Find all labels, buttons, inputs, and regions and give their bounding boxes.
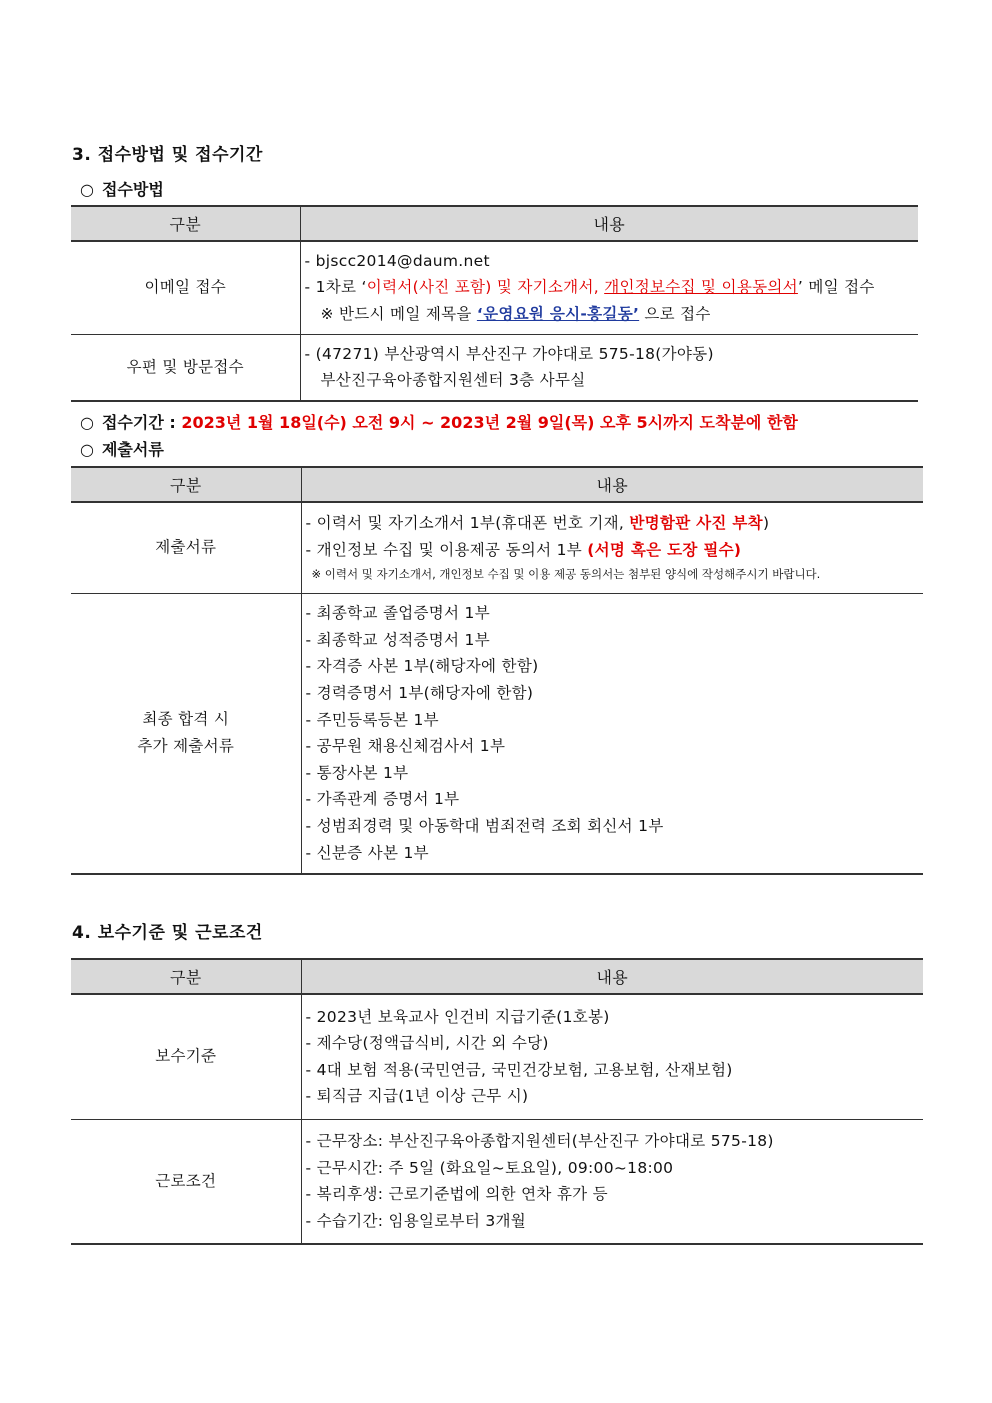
submit-consent: [306, 537, 924, 564]
circle-bullet-icon: ○: [80, 440, 94, 459]
email-subject-note: [305, 301, 919, 328]
list-item: - 성범죄경력 및 아동학대 범죄전력 조회 회신서 1부: [305, 817, 664, 836]
text-segment: ): [762, 514, 770, 533]
method-table: [71, 205, 918, 402]
table-header-row: [71, 467, 923, 502]
submit-resume: [306, 510, 924, 537]
header-category: 구분: [71, 206, 300, 241]
subheading-docs: [80, 437, 164, 460]
list-item: - 퇴직금 지급(1년 이상 근무 시): [305, 1087, 529, 1106]
email-instruction: [305, 274, 919, 301]
list-item: - 근무장소: 부산진구육아종합지원센터(부산진구 가야대로 575-18): [305, 1132, 774, 1151]
table-row: [71, 334, 918, 401]
highlight-photo: 반명함판 사진 부착: [629, 514, 763, 533]
text-segment: ※ 반드시 메일 제목을: [320, 305, 477, 324]
section-4-title: 4. 보수기준 및 근로조건: [72, 923, 263, 943]
row-label-email: 이메일 접수: [71, 241, 300, 334]
email-address: - bjscc2014@daum.net: [304, 251, 490, 270]
list-item: - 주민등록등본 1부: [305, 710, 439, 729]
row-label-post: 우편 및 방문접수: [71, 334, 300, 401]
list-item: - 제수당(정액급식비, 시간 외 수당): [305, 1034, 549, 1053]
row-label-pay: 보수기준: [71, 994, 301, 1119]
table-row: [71, 593, 923, 874]
list-item: - 최종학교 졸업증명서 1부: [305, 604, 490, 623]
final-label-line2: 추가 제출서류: [137, 737, 235, 756]
row-label-final: [71, 593, 301, 874]
subheading-method-label: 접수방법: [101, 180, 164, 199]
row-content-final: [301, 593, 923, 874]
list-item: - 통장사본 1부: [305, 763, 409, 782]
final-label-line1: 최종 합격 시: [142, 710, 230, 729]
list-item: - 경력증명서 1부(해당자에 한함): [305, 684, 534, 703]
subheading-docs-label: 제출서류: [101, 440, 164, 459]
submit-note: ※ 이력서 및 자기소개서, 개인정보 수집 및 이용 제공 동의서는 첨부된 양식에 작성해주시기 바랍니다.: [311, 567, 821, 582]
text-segment: - 개인정보 수집 및 이용제공 동의서 1부: [305, 540, 588, 559]
list-item: - 신분증 사본 1부: [305, 843, 429, 862]
period-label: 접수기간 :: [101, 413, 176, 432]
subheading-method: [80, 177, 164, 200]
header-content: 내용: [301, 467, 923, 502]
subheading-period: [80, 410, 798, 433]
email-subject-example: ‘운영요원 응시-홍길동’: [476, 305, 640, 324]
header-category: 구분: [71, 959, 301, 994]
list-item: - 최종학교 성적증명서 1부: [305, 630, 490, 649]
conditions-table: [71, 958, 923, 1245]
row-label-submit: 제출서류: [71, 502, 301, 593]
header-content: 내용: [300, 206, 918, 241]
table-row: [71, 1119, 923, 1244]
list-item: - 자격증 사본 1부(해당자에 한함): [305, 657, 539, 676]
row-content-email: [300, 241, 918, 334]
list-item: - 공무원 채용신체검사서 1부: [305, 737, 506, 756]
list-item: - 가족관계 증명서 1부: [305, 790, 460, 809]
text-segment: - 1차로 ‘: [304, 278, 367, 297]
text-segment: ’ 메일 접수: [797, 278, 875, 297]
highlight-resume: 이력서(사진 포함) 및 자기소개서,: [366, 278, 599, 297]
table-row: [71, 994, 923, 1119]
row-content-pay: [301, 994, 923, 1119]
row-content-submit: [301, 502, 923, 593]
row-label-work: 근로조건: [71, 1119, 301, 1244]
period-value: 2023년 1월 18일(수) 오전 9시 ~ 2023년 2월 9일(목) 오후 5시까지 도착분에 한함: [181, 413, 798, 432]
table-row: [71, 241, 918, 334]
highlight-consent: 개인정보수집 및 이용동의서: [604, 278, 798, 297]
table-header-row: [71, 959, 923, 994]
table-header-row: [71, 206, 918, 241]
text-segment: - 이력서 및 자기소개서 1부(휴대폰 번호 기재,: [305, 514, 630, 533]
list-item: - 4대 보험 적용(국민연금, 국민건강보험, 고용보험, 산재보험): [305, 1060, 733, 1079]
list-item: - 수습기간: 임용일로부터 3개월: [305, 1211, 527, 1230]
post-address-line2: 부산진구육아종합지원센터 3층 사무실: [320, 371, 586, 390]
row-content-post: [300, 334, 918, 401]
text-segment: 으로 접수: [639, 305, 711, 324]
list-item: - 2023년 보육교사 인건비 지급기준(1호봉): [305, 1007, 610, 1026]
list-item: - 근무시간: 주 5일 (화요일~토요일), 09:00~18:00: [305, 1158, 674, 1177]
list-item: - 복리후생: 근로기준법에 의한 연차 휴가 등: [305, 1185, 608, 1204]
circle-bullet-icon: ○: [80, 413, 94, 432]
table-row: [71, 502, 923, 593]
post-address-line1: - (47271) 부산광역시 부산진구 가야대로 575-18(가야동): [304, 344, 714, 363]
row-content-work: [301, 1119, 923, 1244]
header-content: 내용: [301, 959, 923, 994]
highlight-signature: (서명 혹은 도장 필수): [587, 540, 742, 559]
section-3-title: 3. 접수방법 및 접수기간: [72, 145, 263, 165]
circle-bullet-icon: ○: [80, 180, 94, 199]
documents-table: [71, 466, 923, 875]
header-category: 구분: [71, 467, 301, 502]
